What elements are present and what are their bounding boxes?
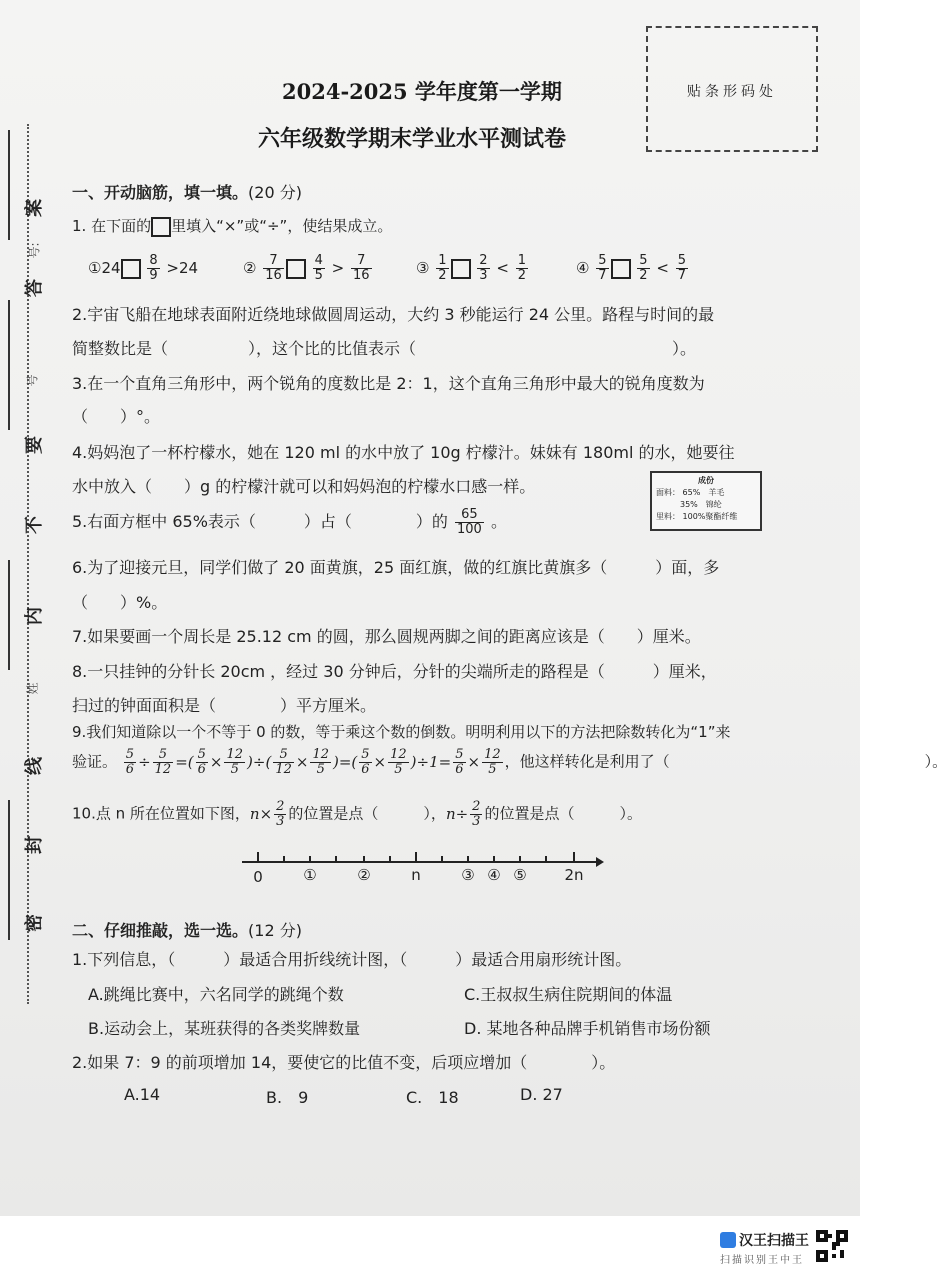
q1-item-1: ①24 $\frac{8}{9}$ >24: [88, 253, 199, 283]
binding-rule: [8, 800, 10, 940]
answer-box[interactable]: [151, 217, 171, 237]
option-c: C. 18: [406, 1088, 459, 1107]
binding-char: 密: [24, 914, 45, 932]
binding-label: 号:: [27, 242, 42, 259]
question-5: 5.右面方框中 65%表示（ ）占（ ）的 $\frac{65}{100}$ 。: [72, 507, 507, 537]
answer-box[interactable]: [451, 259, 471, 279]
option-b: B.运动会上，某班获得的各类奖牌数量: [88, 1019, 361, 1038]
number-line-label: ①: [303, 866, 317, 884]
number-line-label: ⑤: [513, 866, 527, 884]
question-6-line-2: （ ）%。: [72, 593, 168, 612]
number-line-label: ③: [461, 866, 475, 884]
number-line-label: ②: [357, 866, 371, 884]
question-3-line-1: 3.在一个直角三角形中，两个锐角的度数比是 2：1，这个直角三角形中最大的锐角度数为: [72, 374, 705, 393]
option-c: C.王叔叔生病住院期间的体温: [464, 985, 673, 1004]
question-4-line-1: 4.妈妈泡了一杯柠檬水，她在 120 ml 的水中放了 10g 柠檬汁。妹妹有 180ml 的水，她要往: [72, 443, 735, 462]
question-9-line-2: 验证。 $\frac{5}{6}$ ÷ $\frac{5}{12}$ =( $\frac{5}{6}$ × $\frac{12}{5}$ )÷( $\frac{5}{12}$ × $\frac{12}{5}$ )=( $\frac{5}{6}$ × $\frac{12}{5}$ )÷1= $\frac{5}{6}$ × $\frac{12}{5}$ ，他这样转化是利用了（ ）。: [72, 747, 947, 777]
question-9-line-1: 9.我们知道除以一个不等于 0 的数，等于乘这个数的倒数。明明利用以下的方法把除数转化为“1”来: [72, 723, 731, 741]
barcode-label: 贴条形码处: [687, 84, 777, 100]
question-8-line-2: 扫过的钟面面积是（ ）平方厘米。: [72, 696, 377, 715]
binding-char: 要: [24, 436, 45, 454]
option-d: D. 27: [520, 1085, 563, 1104]
scanner-tagline: 扫描识别王中王: [720, 1255, 804, 1266]
scanner-logo-icon: [720, 1232, 736, 1248]
question-4-line-2: 水中放入（ ）g 的柠檬汁就可以和妈妈泡的柠檬水口感一样。: [72, 477, 536, 496]
question-2-line-1: 2.宇宙飞船在地球表面附近绕地球做圆周运动，大约 3 秒能运行 24 公里。路程与时间的最: [72, 305, 715, 324]
binding-rule: [8, 560, 10, 670]
option-a: A.14: [124, 1085, 161, 1104]
q1-item-4: ④ $\frac{5}{7}$ $\frac{5}{2}$ < $\frac{5}{7}$: [576, 253, 686, 283]
number-line-label: ④: [487, 866, 501, 884]
section-2-question-2: 2.如果 7：9 的前项增加 14，要使它的比值不变，后项应增加（ ）。: [72, 1053, 616, 1072]
question-8-line-1: 8.一只挂钟的分针长 20cm ，经过 30 分钟后，分针的尖端所走的路程是（ ）厘米，: [72, 662, 717, 681]
question-1: 1. 在下面的 里填入“×”或“÷”，使结果成立。: [72, 217, 393, 235]
section-1-heading: 一、开动脑筋，填一填。(20 分): [72, 183, 302, 202]
fabric-label-box: [650, 471, 762, 531]
question-2-line-2: 简整数比是（ ），这个比的比值表示（ ）。: [72, 339, 697, 358]
option-d: D. 某地各种品牌手机销售市场份额: [464, 1019, 711, 1038]
question-6-line-1: 6.为了迎接元旦，同学们做了 20 面黄旗，25 面红旗，做的红旗比黄旗多（ ）面，多: [72, 558, 720, 577]
barcode-area: [646, 26, 818, 152]
binding-label: 号: [25, 374, 40, 387]
binding-char: 内: [24, 607, 45, 625]
binding-char: 不: [24, 516, 45, 534]
binding-char: 封: [24, 836, 45, 854]
answer-box[interactable]: [286, 259, 306, 279]
option-a: A.跳绳比赛中，六名同学的跳绳个数: [88, 985, 344, 1004]
number-line-label: 0: [253, 868, 263, 886]
qr-code-icon: [816, 1230, 848, 1262]
binding-rule: [8, 130, 10, 240]
question-7: 7.如果要画一个周长是 25.12 cm 的圆，那么圆规两脚之间的距离应该是（ ）厘米。: [72, 627, 701, 646]
year-title: 2024-2025 学年度第一学期: [282, 79, 562, 104]
binding-char: 案: [24, 199, 45, 217]
question-10: 10.点 n 所在位置如下图，n× $\frac{2}{3}$ 的位置是点（ ），n÷ $\frac{2}{3}$ 的位置是点（ ）。: [72, 799, 642, 829]
option-b: B. 9: [266, 1088, 309, 1107]
fabric-label-row: 面料： 65% 羊毛: [656, 488, 725, 497]
q1-item-3: ③ $\frac{1}{2}$ $\frac{2}{3}$ < $\frac{1}{2}$: [416, 253, 526, 283]
exam-title: 六年级数学期末学业水平测试卷: [258, 126, 567, 152]
fabric-label-title: 成份: [698, 476, 714, 485]
binding-rule: [8, 300, 10, 430]
scanner-app-logo: 汉王扫描王: [720, 1230, 809, 1250]
binding-label: 姓: [25, 682, 40, 695]
q1-item-2: ② $\frac{7}{16}$ $\frac{4}{5}$ > $\frac{7}{16}$: [243, 253, 370, 283]
answer-box[interactable]: [121, 259, 141, 279]
number-line-label: n: [411, 866, 421, 884]
number-line-label: 2n: [564, 866, 584, 884]
section-2-question-1: 1.下列信息，（ ）最适合用折线统计图，（ ）最适合用扇形统计图。: [72, 950, 632, 969]
answer-box[interactable]: [611, 259, 631, 279]
number-line: [236, 842, 606, 888]
section-2-heading: 二、仔细推敲，选一选。(12 分): [72, 921, 302, 940]
question-3-line-2: （ ）°。: [72, 407, 161, 426]
binding-char: 答: [24, 279, 45, 297]
fabric-label-row: 35% 锦纶: [656, 500, 722, 509]
fabric-label-row: 里料： 100%聚酯纤维: [656, 512, 738, 521]
binding-char: 线: [24, 757, 45, 775]
